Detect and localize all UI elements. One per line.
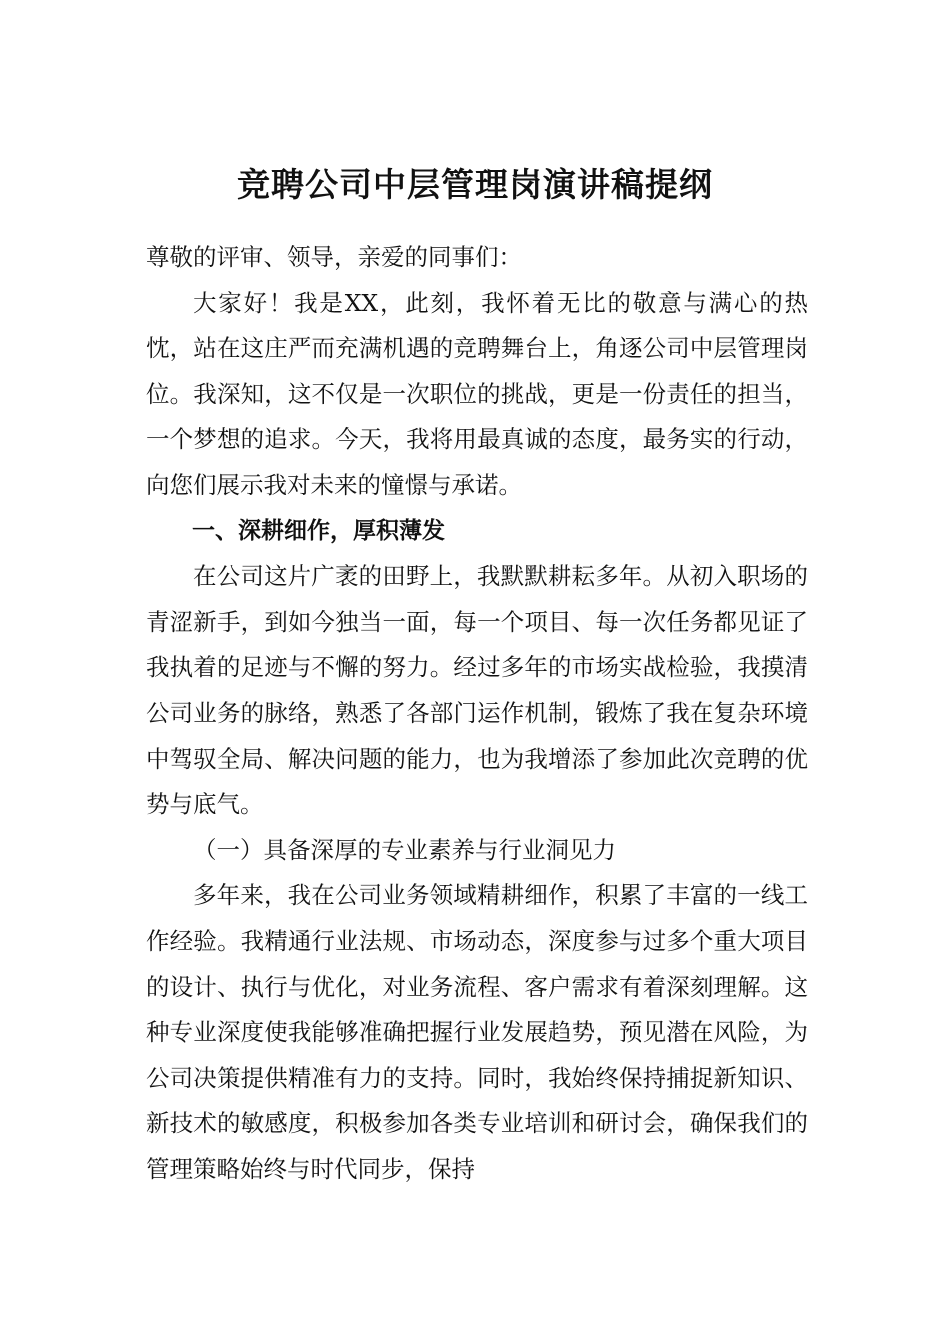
salutation: 尊敬的评审、领导，亲爱的同事们： xyxy=(146,243,522,271)
subsection-1-paragraph: 多年来，我在公司业务领域精耕细作，积累了丰富的一线工作经验。我精通行业法规、市场动态，深度参与过多个重大项目的设计、执行与优化，对业务流程、客户需求有着深刻理解。这种专业深度使我能够准确把握行业发展趋势，预见潜在风险，为公司决策提供精准有力的支持。同时，我始终保持捕捉新知识、新技术的敏感度，积极参加各类专业培训和研讨会，确保我们的管理策略始终与时代同步，保持 xyxy=(146,881,808,1183)
intro-paragraph: 大家好！我是XX，此刻，我怀着无比的敬意与满心的热忱，站在这庄严而充满机遇的竞聘舞台上，角逐公司中层管理岗位。我深知，这不仅是一次职位的挑战，更是一份责任的担当，一个梦想的追求。今天，我将用最真诚的态度，最务实的行动，向您们展示我对未来的憧憬与承诺。 xyxy=(146,288,808,499)
document-body xyxy=(146,235,808,1192)
subsection-heading-1: （一）具备深厚的专业素养与行业洞见力 xyxy=(193,835,616,864)
section-heading-1: 一、深耕细作，厚积薄发 xyxy=(192,517,445,544)
document-title: 竞聘公司中层管理岗演讲稿提纲 xyxy=(237,165,713,204)
section-1-paragraph: 在公司这片广袤的田野上，我默默耕耘多年。从初入职场的青涩新手，到如今独当一面，每一个项目、每一次任务都见证了我执着的足迹与不懈的努力。经过多年的市场实战检验，我摸清公司业务的脉络，熟悉了各部门运作机制，锻炼了我在复杂环境中驾驭全局、解决问题的能力，也为我增添了参加此次竞聘的优势与底气。 xyxy=(146,562,808,819)
